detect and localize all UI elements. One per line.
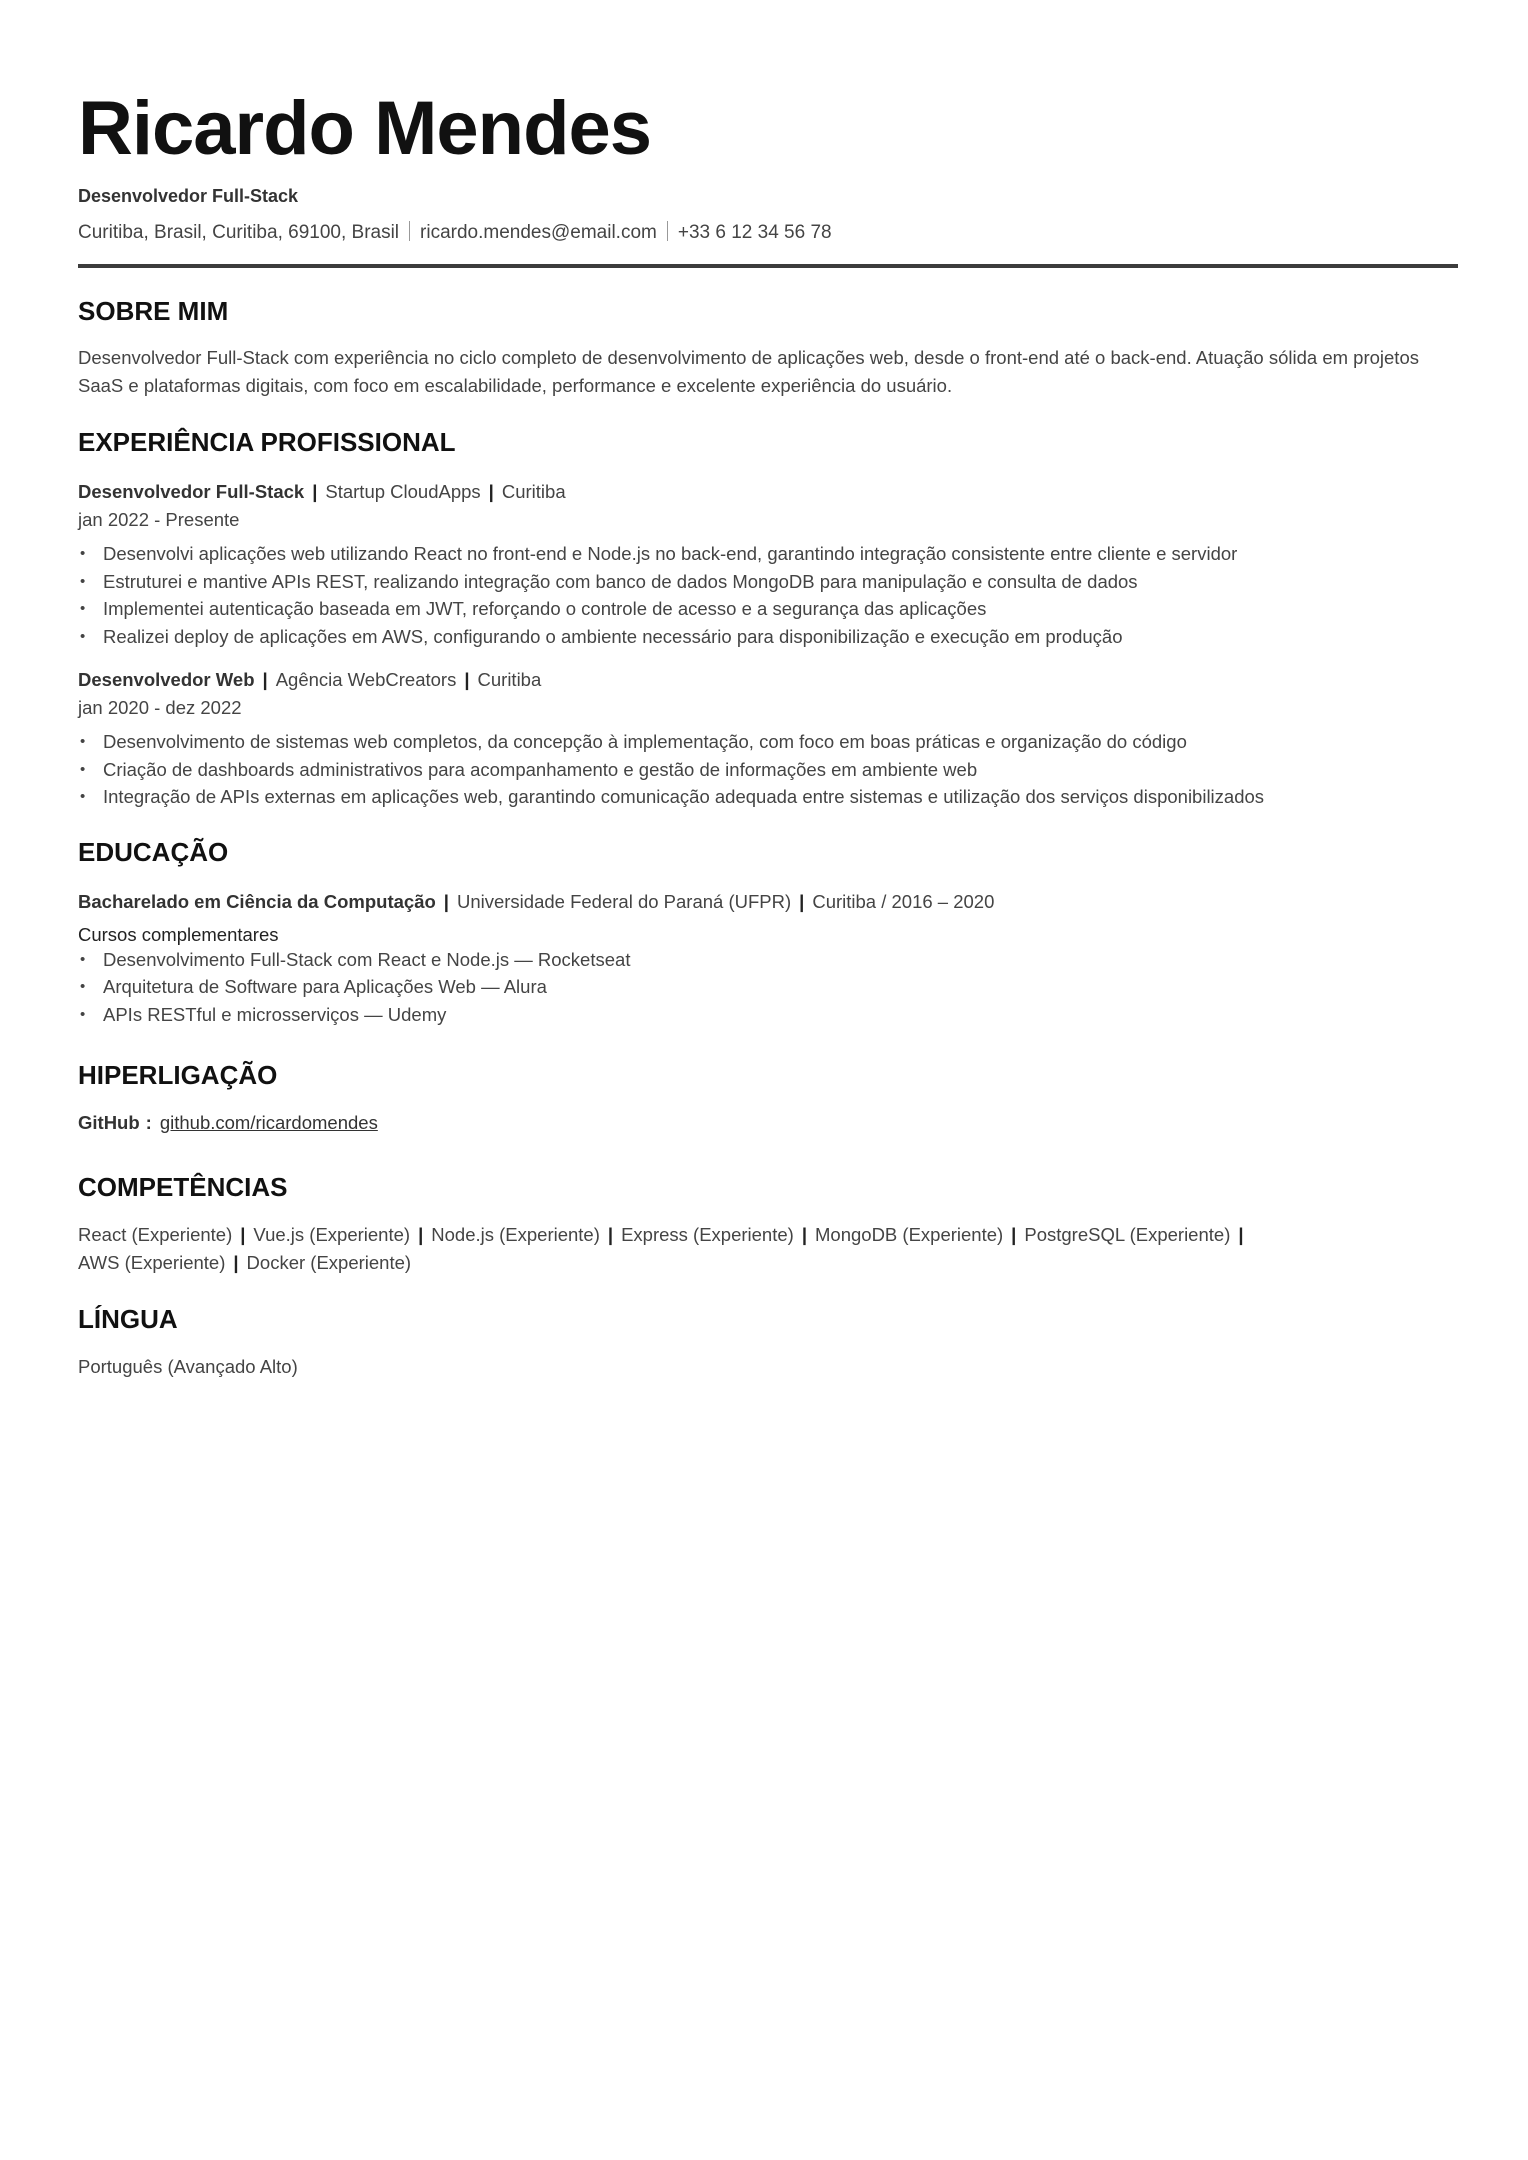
list-item: • Desenvolvimento de sistemas web completos, da concepção à implementação, com foco em boas práticas e organização do código	[78, 728, 1458, 756]
language-item: Português (Avançado Alto)	[78, 1356, 298, 1377]
skill: Docker (Experiente)	[246, 1251, 412, 1273]
skill: React (Experiente)	[78, 1224, 233, 1245]
divider: |	[418, 1224, 424, 1245]
job-bullets	[78, 540, 1458, 650]
job-title: Desenvolvedor Full-Stack	[78, 186, 299, 206]
list-item: • Arquitetura de Software para Aplicações Web — Alura	[78, 973, 1458, 1001]
skill: Node.js (Experiente)	[431, 1224, 600, 1245]
section-heading-about: SOBRE MIM	[78, 296, 229, 326]
list-item: • Desenvolvi aplicações web utilizando React no front-end e Node.js no back-end, garantindo integração consistente entre cliente e servidor	[78, 540, 1458, 568]
location: Curitiba, Brasil, Curitiba, 69100, Brasil	[78, 222, 400, 243]
divider: |	[1238, 1224, 1244, 1245]
list-item: • Integração de APIs externas em aplicações web, garantindo comunicação adequada entre sistemas e utilização dos serviços disponibilizados	[78, 783, 1458, 811]
divider: |	[233, 1251, 239, 1273]
candidate-name: Ricardo Mendes	[78, 86, 652, 171]
job-company: Startup CloudApps	[325, 481, 481, 502]
email[interactable]: ricardo.mendes@email.com	[420, 222, 657, 243]
skill: MongoDB (Experiente)	[815, 1224, 1004, 1245]
link-label: GitHub	[78, 1112, 140, 1133]
skill: AWS (Experiente)	[78, 1251, 226, 1273]
skills-list	[78, 1221, 1348, 1276]
list-item: • Desenvolvimento Full-Stack com React e Node.js — Rocketseat	[78, 946, 1458, 974]
divider: |	[607, 1224, 614, 1245]
skill: Express (Experiente)	[621, 1224, 794, 1245]
header-rule	[78, 264, 1458, 268]
job-city: Curitiba	[477, 669, 542, 690]
education-entry: Bacharelado em Ciência da Computação | Universidade Federal do Paraná (UFPR) | Curitiba / 2016 – 2020 Cursos complementares • Desenvolvimento Full-Stack com React e Node.js — Rocketseat • Arquitetura de Software para Aplicações Web — Alura • APIs RESTful e microsserviços — Udemy	[78, 888, 1458, 1028]
job-entry: Desenvolvedor Full-Stack | Startup CloudApps | Curitiba jan 2022 - Presente • Desenvolvi aplicações web utilizando React no front-end e Node.js no back-end, garantindo integração consistente entre cliente e servidor • Estruturei e mantive APIs REST, realizando integração com banco de dados MongoDB para manipulação e consulta de dados • Implementei autenticação baseada em JWT, reforçando o controle de acesso e a segurança das aplicações • Realizei deploy de aplicações em AWS, configurando o ambiente necessário para disponibilização e execução em produção	[78, 478, 1458, 650]
github-link-row	[78, 1109, 1458, 1137]
list-item: • Criação de dashboards administrativos para acompanhamento e gestão de informações em ambiente web	[78, 756, 1458, 784]
github-link[interactable]: github.com/ricardomendes	[159, 1112, 378, 1133]
degree: Bacharelado em Ciência da Computação	[78, 891, 436, 912]
skill: Vue.js (Experiente)	[253, 1224, 411, 1245]
section-heading-links: HIPERLIGAÇÃO	[78, 1060, 278, 1090]
contact-line	[78, 221, 1458, 244]
link-colon: :	[145, 1112, 152, 1133]
list-item: • Estruturei e mantive APIs REST, realizando integração com banco de dados MongoDB para manipulação e consulta de dados	[78, 568, 1458, 596]
list-item: • APIs RESTful e microsserviços — Udemy	[78, 1001, 1458, 1029]
divider	[667, 221, 668, 241]
list-item: • Realizei deploy de aplicações em AWS, configurando o ambiente necessário para disponibilização e execução em produção	[78, 623, 1458, 651]
job-role: Desenvolvedor Web	[78, 669, 255, 690]
about-text: Desenvolvedor Full-Stack com experiência no ciclo completo de desenvolvimento de aplicações web, desde o front-end até o back-end. Atuação sólida em projetos SaaS e plataformas digitais, com foco em escalabilidade, performance e excelente experiência do usuário.	[78, 347, 1419, 396]
place-years: Curitiba / 2016 – 2020	[812, 891, 995, 912]
section-heading-skills: COMPETÊNCIAS	[78, 1172, 288, 1202]
school: Universidade Federal do Paraná (UFPR)	[456, 891, 792, 912]
divider	[409, 221, 410, 241]
job-role: Desenvolvedor Full-Stack	[78, 481, 305, 502]
section-heading-education: EDUCAÇÃO	[78, 837, 229, 867]
courses-heading: Cursos complementares	[78, 923, 279, 945]
divider: |	[240, 1224, 246, 1245]
job-dates: jan 2022 - Presente	[78, 508, 240, 530]
job-city: Curitiba	[501, 481, 566, 502]
courses-list	[78, 946, 1458, 1029]
job-entry: Desenvolvedor Web | Agência WebCreators | Curitiba jan 2020 - dez 2022 • Desenvolvimento de sistemas web completos, da concepção à implementação, com foco em boas práticas e organização do código • Criação de dashboards administrativos para acompanhamento e gestão de informações em ambiente web • Integração de APIs externas em aplicações web, garantindo comunicação adequada entre sistemas e utilização dos serviços disponibilizados	[78, 666, 1458, 811]
divider: |	[1011, 1224, 1017, 1245]
section-heading-languages: LÍNGUA	[78, 1304, 178, 1334]
skill: PostgreSQL (Experiente)	[1024, 1224, 1231, 1245]
divider: |	[801, 1224, 807, 1245]
phone[interactable]: +33 6 12 34 56 78	[677, 222, 832, 243]
section-heading-experience: EXPERIÊNCIA PROFISSIONAL	[78, 427, 456, 457]
job-dates: jan 2020 - dez 2022	[78, 696, 242, 718]
list-item: • Implementei autenticação baseada em JWT, reforçando o controle de acesso e a segurança das aplicações	[78, 595, 1458, 623]
job-bullets	[78, 728, 1458, 811]
job-company: Agência WebCreators	[275, 669, 457, 690]
